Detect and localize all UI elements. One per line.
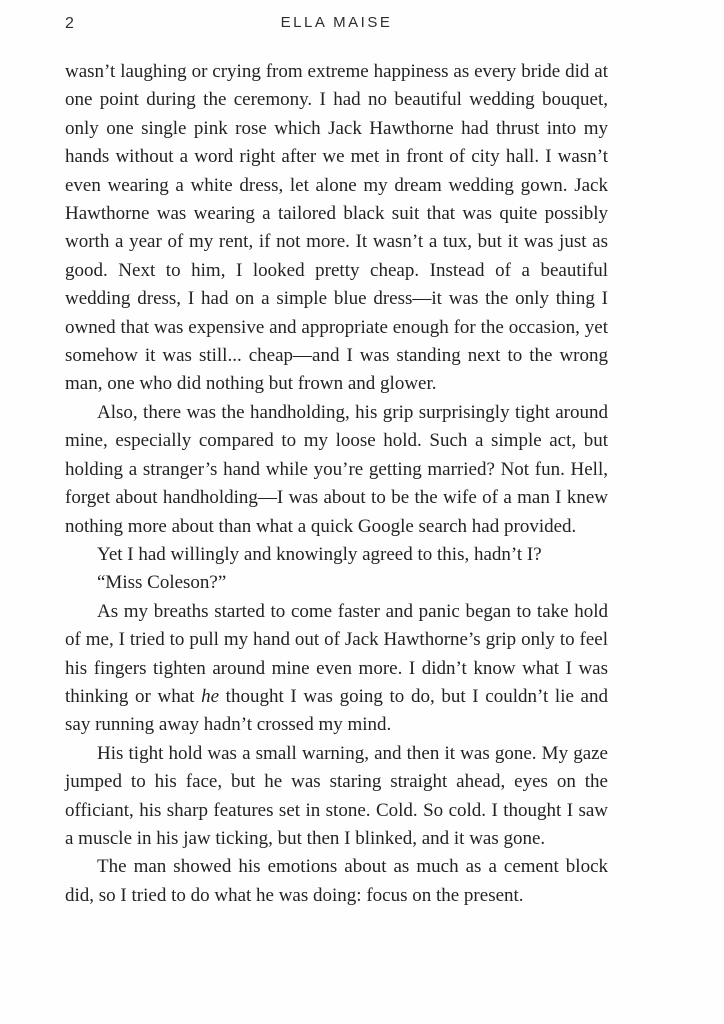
text-run: The man showed his emotions about as much as a cement block did, so I tried to do what he was doing: focus on the present. [65, 856, 608, 906]
text-run: As my breaths started to come faster and panic began to take hold of me, I tried to pull my hand out of Jack Hawthorne’s grip only to feel his fingers tighten around mine even more. I didn’t know what I was thinking or what [65, 600, 608, 707]
text-run: wasn’t laughing or crying from extreme happiness as every bride did at one point during the ceremony. I had no beautiful wedding bouquet, only one single pink rose which Jack Hawthorne had thrust into my hands without a word right after we met in front of city hall. I wasn’t even wearing a white dress, let alone my dream wedding gown. Jack Hawthorne was wearing a tailored black suit that was quite possibly worth a year of my rent, if not more. It wasn’t a tux, but it was just as good. Next to him, I looked pretty cheap. Instead of a beautiful wedding dress, I had on a simple blue dress—it was the only thing I owned that was expensive and appropriate enough for the occasion, yet somehow it was still... cheap—and I was standing next to the wrong man, one who did nothing but frown and glower. [65, 61, 608, 395]
page-number: 2 [65, 15, 75, 32]
italic-text-run: he [201, 685, 220, 707]
text-run: Yet I had willingly and knowingly agreed to this, hadn’t I? [97, 543, 542, 565]
paragraph [65, 598, 608, 740]
page-body-text [65, 58, 608, 910]
paragraph [65, 853, 608, 910]
paragraph [65, 740, 608, 854]
running-header-author: ELLA MAISE [280, 14, 393, 31]
text-run: thought I was going to do, but I couldn’t lie and say running away hadn’t crossed my mind. [65, 685, 608, 736]
text-run: Also, there was the handholding, his grip surprisingly tight around mine, especially compared to my loose hold. Such a simple act, but holding a stranger’s hand while you’re getting married? Not fun. Hell, forget about handholding—I was about to be the wife of a man I knew nothing more about than what a quick Google search had provided. [65, 401, 608, 537]
paragraph [65, 58, 608, 399]
text-run: “Miss Coleson?” [97, 572, 227, 594]
paragraph [65, 569, 608, 597]
paragraph [65, 399, 608, 541]
page-header [65, 14, 608, 36]
text-run: His tight hold was a small warning, and then it was gone. My gaze jumped to his face, but he was staring straight ahead, eyes on the officiant, his sharp features set in stone. Cold. So cold. I thought I saw a muscle in his jaw ticking, but then I blinked, and it was gone. [65, 742, 608, 849]
paragraph [65, 541, 608, 569]
